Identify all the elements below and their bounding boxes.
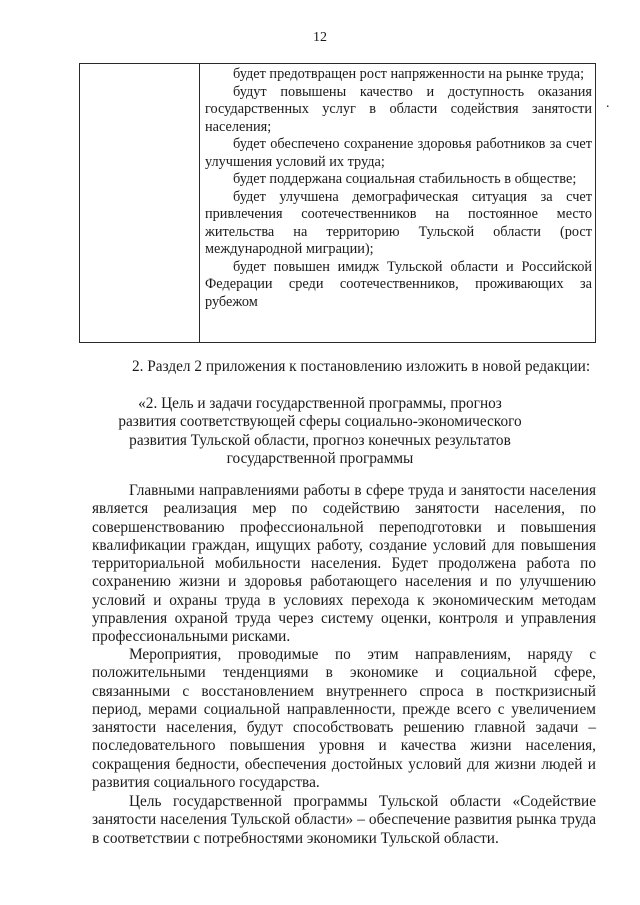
section-title-line: развития Тульской области, прогноз конечных результатов <box>129 431 511 449</box>
list-item: будет повышен имидж Тульской области и Российской Федерации среди соотечественников, проживающих за рубежом <box>205 258 592 310</box>
list-item: будет улучшена демографическая ситуация за счет привлечения соотечественников на постоянное место жительства на территорию Тульской области (рост международной миграции); <box>205 188 592 257</box>
body-paragraph: Мероприятия, проводимые по этим направлениям, наряду с положительными тенденциями в экономике и социальной сфере, связанными с восстановлением внутреннего спроса в посткризисный период, мерами социальной направленности, прежде всего с увеличением занятости населения, будут способствовать решению главной задачи – последовательного повышения уровня и качества жизни населения, сокращения бедности, обеспечения достойных условий для жизни людей и развития социального государства. <box>92 646 596 792</box>
body-paragraph: Цель государственной программы Тульской области «Содействие занятости населения Тульской области» – обеспечение развития рынка труда в соответствии с потребностями экономики Тульской области. <box>92 793 596 847</box>
section-title <box>100 395 540 468</box>
table-right-cell <box>200 64 596 343</box>
list-item: будет поддержана социальная стабильность в обществе; <box>233 171 577 187</box>
list-item: будет обеспечено сохранение здоровья работников за счет улучшения условий их труда; <box>205 136 592 170</box>
section-title-line: государственной программы <box>226 449 414 467</box>
stray-mark: . <box>606 96 610 111</box>
section-instruction: 2. Раздел 2 приложения к постановлению изложить в новой редакции: <box>132 358 591 375</box>
list-item: будет предотвращен рост напряженности на рынке труда; <box>233 66 585 82</box>
page-number: 12 <box>313 30 327 45</box>
table-row <box>80 64 596 343</box>
table-left-cell <box>80 64 200 343</box>
list-item: будут повышены качество и доступность оказания государственных услуг в области содействия занятости населения; <box>205 83 592 135</box>
section-title-line: развития соответствующей сферы социально-экономического <box>118 413 522 431</box>
expected-results-table <box>79 63 596 343</box>
section-title-line: «2. Цель и задачи государственной программы, прогноз <box>138 395 502 412</box>
body-paragraph: Главными направлениями работы в сфере труда и занятости населения является реализация мер по содействию занятости населения, по совершенствованию профессиональной переподготовки и повышения квалификации граждан, ищущих работу, создание условий для повышения территориальной мобильности населения. Будет продолжена работа по сохранению жизни и здоровья работающего населения и по улучшению условий и охраны труда в условиях перехода к экономическим методам управления охраной труда через систему оценки, контроля и управления профессиональными рисками. <box>92 482 596 646</box>
